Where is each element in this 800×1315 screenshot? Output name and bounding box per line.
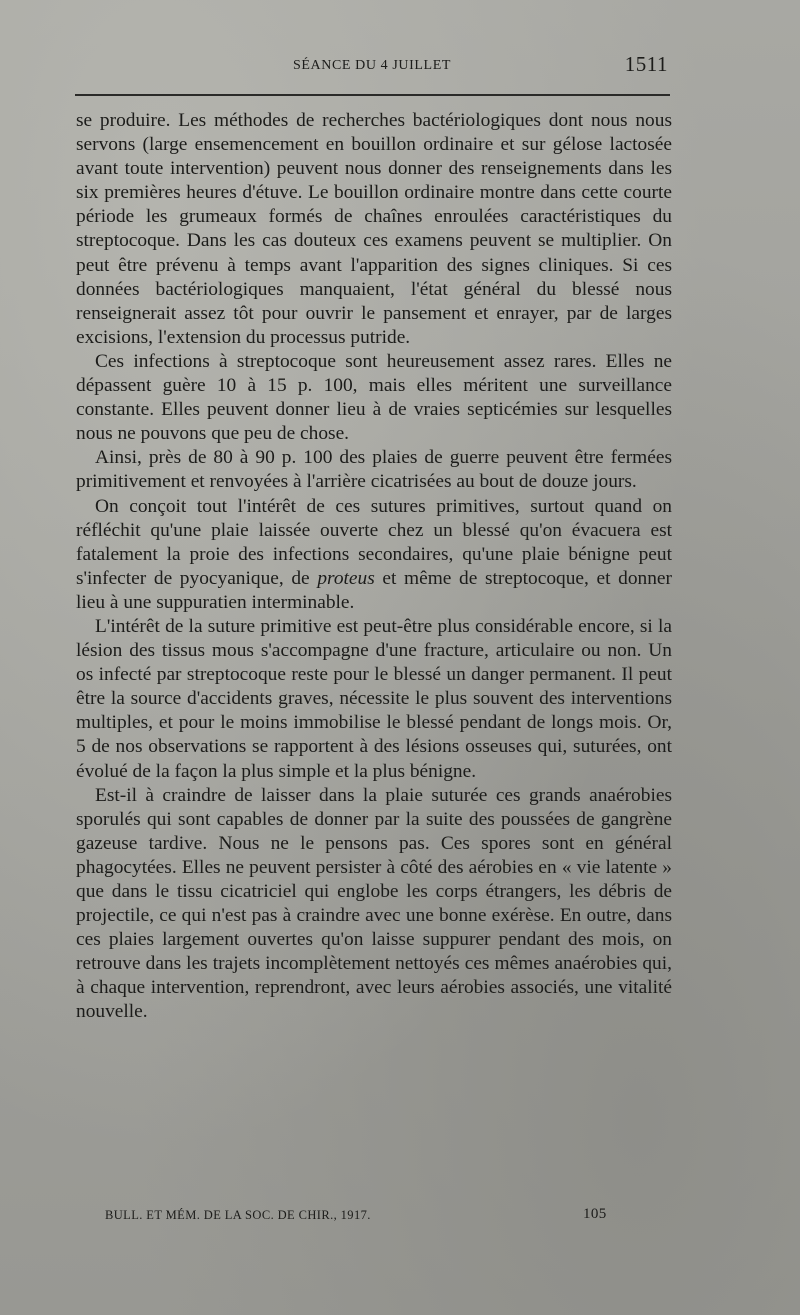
paragraph-4 xyxy=(76,495,672,615)
paragraph-2: Ces infections à streptocoque sont heureusement assez rares. Elles ne dépassent guère 10 à 15 p. 100, mais elles méritent une surveillance constante. Elles peuvent donner lieu à de vraies septicémies sur lesquelles nous ne pouvons que peu de chose. xyxy=(76,350,672,445)
running-head xyxy=(76,52,668,82)
paragraph-4-text-after: et même de streptocoque, et donner lieu à une suppuratien interminable. xyxy=(76,567,672,613)
page-number: 1511 xyxy=(624,52,668,76)
paragraph-5: L'intérêt de la suture primitive est peut-être plus considérable encore, si la lésion des tissus mous s'accompagne d'une fracture, articulaire ou non. Un os infecté par streptocoque reste pour le blessé un danger permanent. Il peut être la source d'accidents graves, nécessite le plus souvent des interventions multiples, et pour le moins immobilise le blessé pendant de longs mois. Or, 5 de nos observations se rapportent à des lésions osseuses qui, suturées, ont évolué de la façon la plus simple et la plus bénigne. xyxy=(76,615,672,782)
paragraph-4-italic-term: proteus xyxy=(317,567,375,589)
paragraph-3: Ainsi, près de 80 à 90 p. 100 des plaies de guerre peuvent être fermées primitivement et renvoyées à l'arrière cicatrisées au bout de douze jours. xyxy=(76,447,672,493)
signature-mark: 105 xyxy=(583,1206,607,1222)
paragraph-1: se produire. Les méthodes de recherches bactériologiques dont nous nous servons (large ensemencement en bouillon ordinaire et sur gélose lactosée avant toute intervention) peuvent nous donner des renseignements dans les six premières heures d'étuve. Le bouillon ordinaire montre dans cette courte période les grumeaux formés de chaînes enroulées caractéristiques du streptocoque. Dans les cas douteux ces examens peuvent se multiplier. On peut être prévenu à temps avant l'apparition des signes cliniques. Si ces données bactériologiques manquaient, l'état général du blessé nous renseignerait assez tôt pour ouvrir le pansement et enrayer, par de larges excisions, l'extension du processus putride. xyxy=(76,110,672,348)
body-text xyxy=(76,109,672,1025)
paragraph-6: Est-il à craindre de laisser dans la plaie suturée ces grands anaérobies sporulés qui sont capables de donner par la suite des poussées de gangrène gazeuse tardive. Nous ne le pensons pas. Ces spores sont en général phagocytées. Elles ne peuvent persister à côté des aérobies en « vie latente » que dans le tissu cicatriciel qui englobe les corps étrangers, les débris de projectile, ce qui n'est pas à craindre avec une bonne exérèse. En outre, dans ces plaies largement ouvertes qu'on laisse suppurer pendant des mois, on retrouve dans les trajets incomplètement nettoyés ces mêmes anaérobies qui, à chaque intervention, reprendront, avec leurs aérobies associés, une vitalité nouvelle. xyxy=(76,784,672,1023)
header-rule xyxy=(75,94,670,96)
running-title: SÉANCE DU 4 JUILLET xyxy=(293,58,451,73)
page-footer xyxy=(105,1206,625,1230)
paragraph-4-text-before: On conçoit tout l'intérêt de ces sutures primitives, surtout quand on réfléchit qu'une plaie laissée ouverte chez un blessé qu'on évacuera est fatalement la proie des infections secondaires, qu'une plaie bénigne peut s'infecter de pyocyanique, de xyxy=(76,495,672,589)
journal-reference: BULL. ET MÉM. DE LA SOC. DE CHIR., 1917. xyxy=(105,1208,371,1222)
